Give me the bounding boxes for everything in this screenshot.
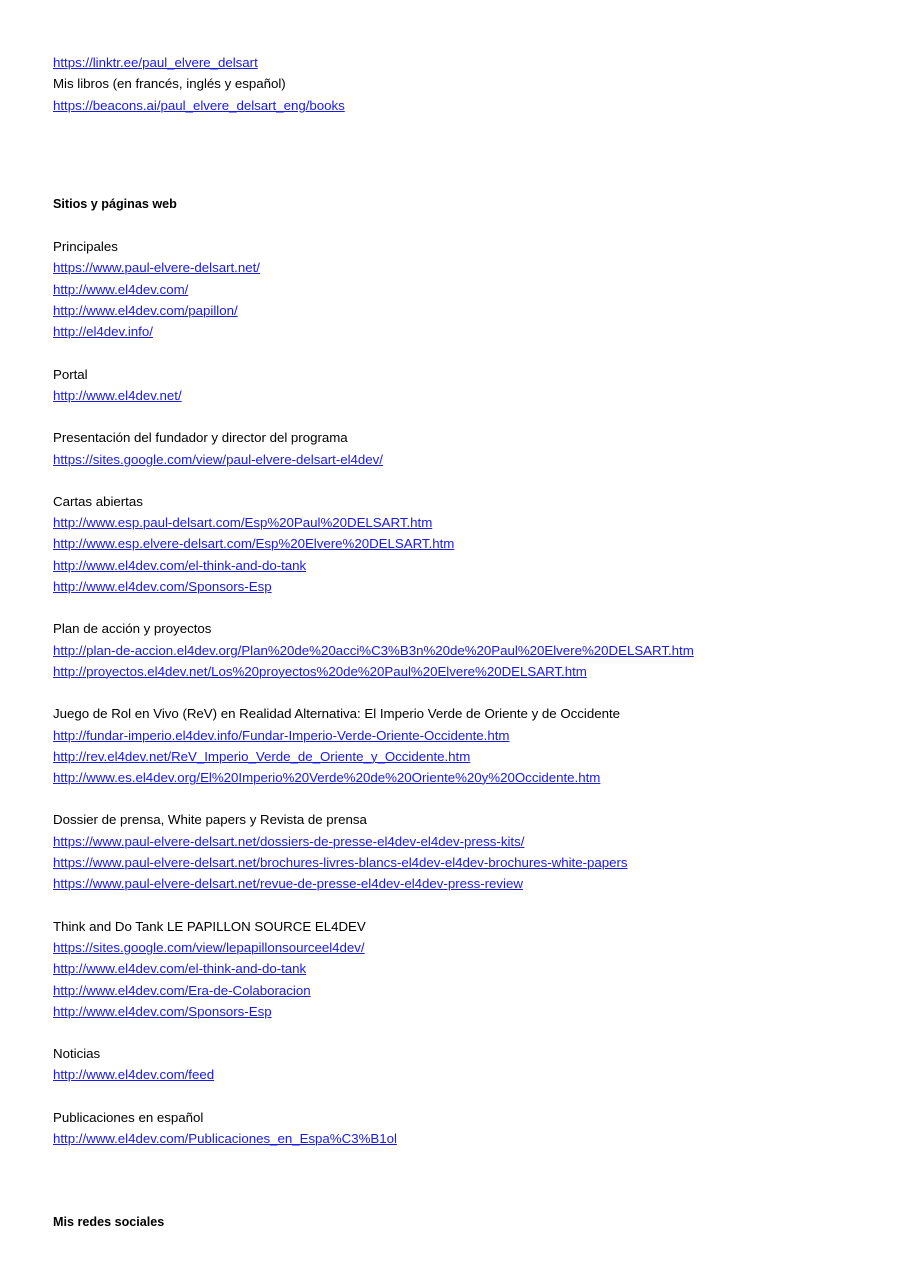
group-label: Juego de Rol en Vivo (ReV) en Realidad Alternativa: El Imperio Verde de Oriente y de Occidente <box>53 706 621 722</box>
group-link[interactable]: http://www.el4dev.com/Publicaciones_en_Espa%C3%B1ol <box>53 1130 397 1146</box>
group-link[interactable]: http://plan-de-accion.el4dev.org/Plan%20de%20acci%C3%B3n%20de%20Paul%20Elvere%20DELSART.htm <box>53 642 694 658</box>
group-portal <box>53 364 865 407</box>
spacer <box>53 895 865 916</box>
spacer-after-sites-heading <box>53 215 865 236</box>
spacer <box>53 406 865 427</box>
group-label: Plan de acción y proyectos <box>53 621 212 637</box>
group-label: Think and Do Tank LE PAPILLON SOURCE EL4DEV <box>53 918 366 934</box>
group-plan-de-accion <box>53 618 865 682</box>
spacer <box>53 788 865 809</box>
spacer <box>53 682 865 703</box>
spacer <box>53 1022 865 1043</box>
intro-link-linktree[interactable]: https://linktr.ee/paul_elvere_delsart <box>53 55 258 70</box>
group-label: Dossier de prensa, White papers y Revista de prensa <box>53 812 367 828</box>
group-link[interactable]: https://sites.google.com/view/lepapillonsourceel4dev/ <box>53 939 365 955</box>
intro-label-books: Mis libros (en francés, inglés y español) <box>53 76 286 92</box>
group-label: Presentación del fundador y director del programa <box>53 430 348 446</box>
group-link[interactable]: http://www.el4dev.com/ <box>53 281 189 297</box>
group-juego-de-rol <box>53 703 865 788</box>
group-noticias <box>53 1043 865 1086</box>
group-label: Publicaciones en español <box>53 1109 204 1125</box>
group-link[interactable]: http://proyectos.el4dev.net/Los%20proyectos%20de%20Paul%20Elvere%20DELSART.htm <box>53 663 587 679</box>
group-presentacion-fundador <box>53 427 865 470</box>
group-link[interactable]: http://www.el4dev.com/feed <box>53 1067 215 1083</box>
spacer <box>53 343 865 364</box>
group-link[interactable]: http://www.es.el4dev.org/El%20Imperio%20Verde%20de%20Oriente%20y%20Occidente.htm <box>53 770 601 786</box>
group-publicaciones-en-espanol <box>53 1107 865 1150</box>
group-principales <box>53 236 865 342</box>
section-heading-social: Mis redes sociales <box>53 1215 165 1230</box>
group-label: Cartas abiertas <box>53 493 143 509</box>
group-dossier-de-prensa <box>53 809 865 894</box>
group-link[interactable]: http://www.esp.paul-delsart.com/Esp%20Paul%20DELSART.htm <box>53 515 433 531</box>
group-cartas-abiertas <box>53 491 865 597</box>
group-link[interactable]: http://rev.el4dev.net/ReV_Imperio_Verde_de_Oriente_y_Occidente.htm <box>53 748 471 764</box>
group-link[interactable]: http://www.el4dev.com/Era-de-Colaboracion <box>53 982 311 998</box>
intro-link-beacons[interactable]: https://beacons.ai/paul_elvere_delsart_eng/books <box>53 97 345 113</box>
group-link[interactable]: http://www.el4dev.com/Sponsors-Esp <box>53 579 272 595</box>
section-heading-sites: Sitios y páginas web <box>53 196 177 211</box>
group-think-and-do-tank <box>53 916 865 1022</box>
group-link[interactable]: https://www.paul-elvere-delsart.net/revue-de-presse-el4dev-el4dev-press-review <box>53 876 523 892</box>
group-link[interactable]: http://www.el4dev.net/ <box>53 387 182 403</box>
group-link[interactable]: https://sites.google.com/view/paul-elvere-delsart-el4dev/ <box>53 451 383 467</box>
spacer-before-social <box>53 1149 865 1212</box>
group-link[interactable]: https://www.paul-elvere-delsart.net/ <box>53 260 260 276</box>
group-link[interactable]: http://www.el4dev.com/Sponsors-Esp <box>53 1003 272 1019</box>
intro-block <box>53 52 865 116</box>
group-link[interactable]: http://www.el4dev.com/el-think-and-do-tank <box>53 961 307 977</box>
group-label: Principales <box>53 239 118 255</box>
group-label: Portal <box>53 366 88 382</box>
group-link[interactable]: https://www.paul-elvere-delsart.net/dossiers-de-presse-el4dev-el4dev-press-kits/ <box>53 833 525 849</box>
group-link[interactable]: http://fundar-imperio.el4dev.info/Fundar-Imperio-Verde-Oriente-Occidente.htm <box>53 727 510 743</box>
group-label: Noticias <box>53 1046 101 1062</box>
spacer <box>53 470 865 491</box>
group-link[interactable]: http://el4dev.info/ <box>53 324 153 340</box>
group-link[interactable]: https://www.paul-elvere-delsart.net/brochures-livres-blancs-el4dev-el4dev-brochures-white-papers <box>53 855 628 871</box>
group-link[interactable]: http://www.esp.elvere-delsart.com/Esp%20Elvere%20DELSART.htm <box>53 536 455 552</box>
group-link[interactable]: http://www.el4dev.com/el-think-and-do-tank <box>53 557 307 573</box>
group-link[interactable]: http://www.el4dev.com/papillon/ <box>53 303 238 319</box>
spacer-after-intro <box>53 116 865 194</box>
spacer <box>53 1086 865 1107</box>
spacer <box>53 597 865 618</box>
